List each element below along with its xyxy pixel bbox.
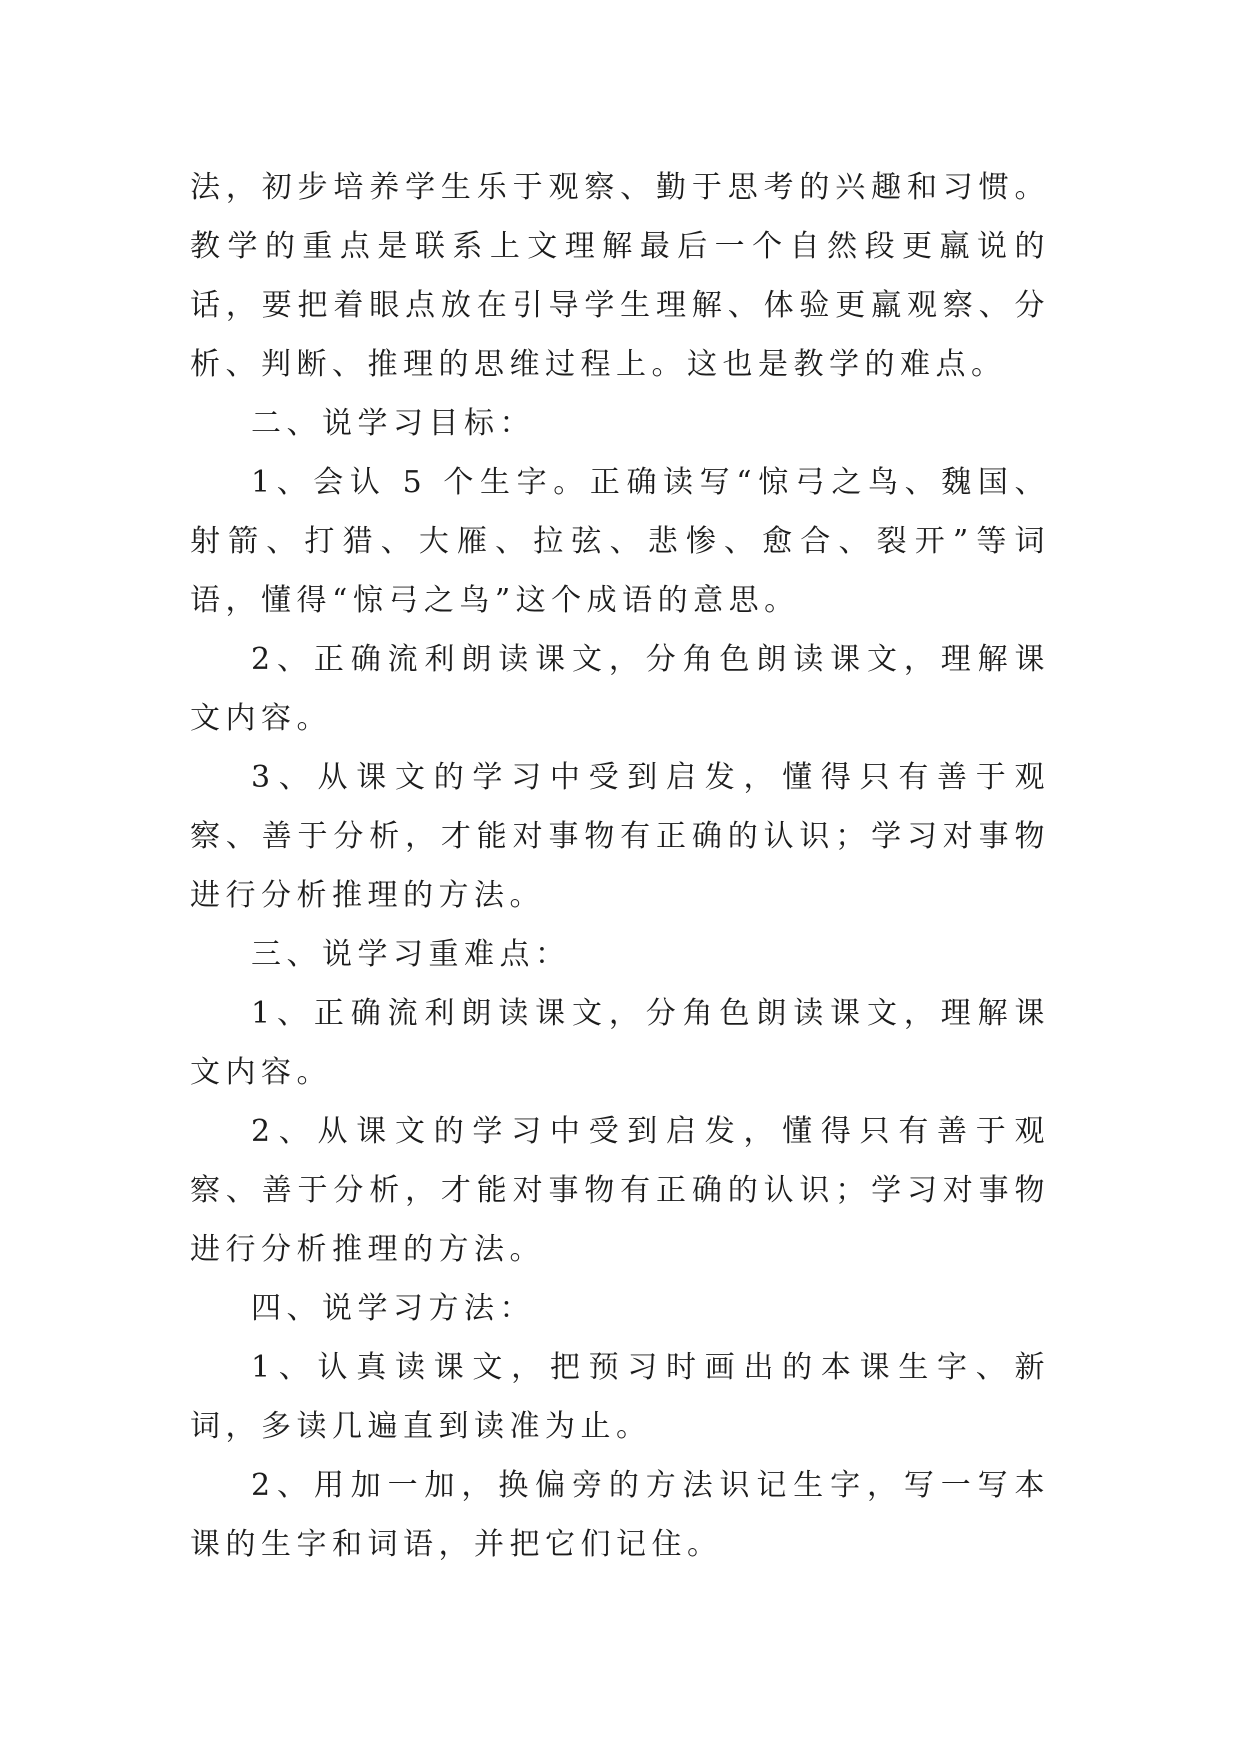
method-item-2: 2、用加一加，换偏旁的方法识记生字，写一写本课的生字和词语，并把它们记住。 bbox=[190, 1468, 1050, 1562]
difficulty-item-2: 2、从课文的学习中受到启发，懂得只有善于观察、善于分析，才能对事物有正确的认识；学习对事物进行分析推理的方法。 bbox=[190, 1114, 1050, 1267]
goal-item-2: 2、正确流利朗读课文，分角色朗读课文，理解课文内容。 bbox=[190, 642, 1050, 736]
method-item-1: 1、认真读课文，把预习时画出的本课生字、新词，多读几遍直到读准为止。 bbox=[190, 1350, 1050, 1444]
goal-item-3: 3、从课文的学习中受到启发，懂得只有善于观察、善于分析，才能对事物有正确的认识；学习对事物进行分析推理的方法。 bbox=[190, 760, 1050, 913]
difficulty-item-1: 1、正确流利朗读课文，分角色朗读课文，理解课文内容。 bbox=[190, 996, 1050, 1090]
paragraph-continuation: 法，初步培养学生乐于观察、勤于思考的兴趣和习惯。教学的重点是联系上文理解最后一个自然段更羸说的话，要把着眼点放在引导学生理解、体验更羸观察、分析、判断、推理的思维过程上。这也是教学的难点。 bbox=[190, 170, 1050, 382]
document-body bbox=[190, 158, 1050, 1574]
goal-item-1: 1、会认 5 个生字。正确读写“惊弓之鸟、魏国、射箭、打猎、大雁、拉弦、悲惨、愈合、裂开”等词语，懂得“惊弓之鸟”这个成语的意思。 bbox=[190, 465, 1050, 618]
section-heading-key-difficulties: 三、说学习重难点： bbox=[251, 937, 571, 972]
section-heading-learning-goals: 二、说学习目标： bbox=[251, 406, 535, 441]
section-heading-learning-methods: 四、说学习方法： bbox=[251, 1291, 535, 1326]
